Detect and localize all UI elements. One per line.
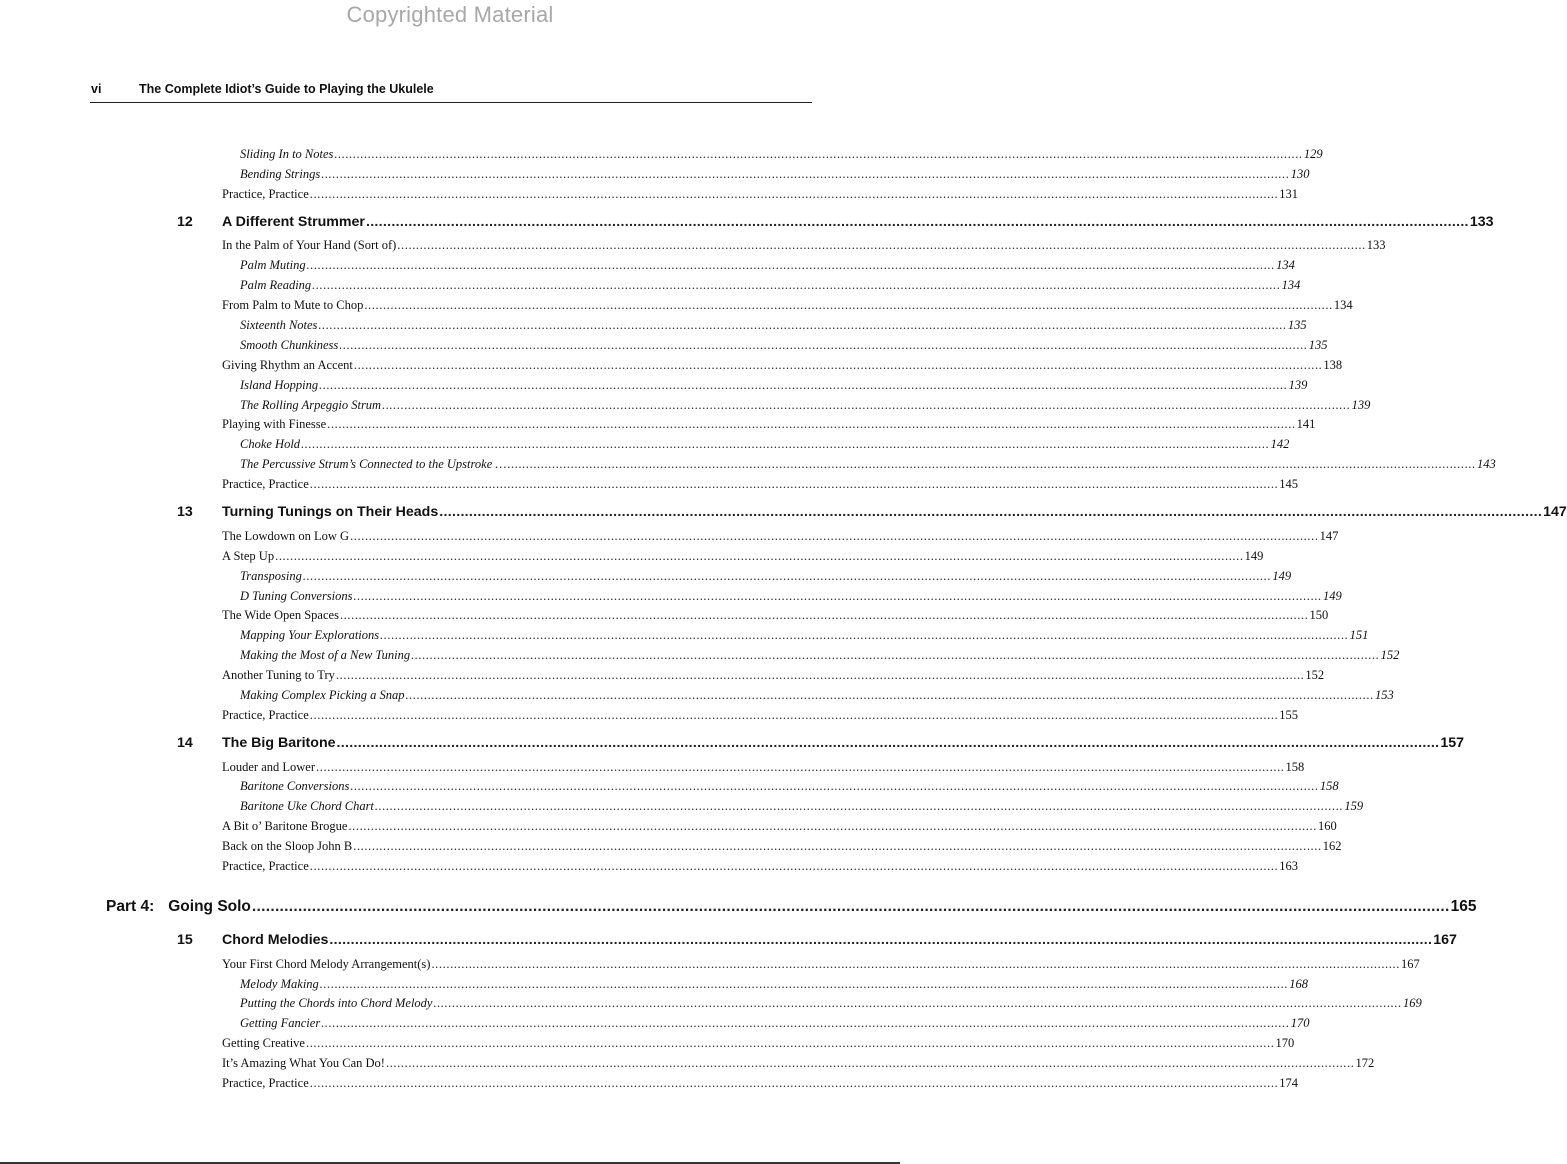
toc-entry-title: A Bit o’ Baritone Brogue bbox=[222, 819, 348, 834]
toc-page-number: 147 bbox=[1319, 528, 1339, 543]
dot-leader: .................................................................................................................................................................................................................................................................... bbox=[364, 298, 1333, 313]
dot-leader: .................................................................................................................................................................................................................................................................... bbox=[327, 417, 1296, 432]
toc-page-number: 134 bbox=[1281, 278, 1301, 293]
toc-page-number: 133 bbox=[1469, 213, 1494, 230]
toc-chapter-row[interactable] bbox=[177, 209, 1494, 237]
toc-page-number: 149 bbox=[1323, 588, 1342, 603]
toc-section-row[interactable] bbox=[222, 475, 1299, 495]
toc-entry-title: Palm Reading bbox=[240, 278, 312, 293]
running-header bbox=[90, 80, 812, 103]
toc-subsection-row[interactable] bbox=[240, 567, 1292, 587]
toc-page-number: 174 bbox=[1279, 1076, 1299, 1091]
toc-subsection-row[interactable] bbox=[240, 256, 1295, 276]
part-label: Part 4: bbox=[106, 897, 155, 915]
toc-entry-title: Sliding In to Notes bbox=[240, 147, 334, 161]
toc-entry-title: Louder and Lower bbox=[222, 759, 316, 774]
toc-section-row[interactable] bbox=[222, 236, 1386, 256]
dot-leader: .................................................................................................................................................................................................................................................................... bbox=[507, 457, 1477, 472]
toc-section-row[interactable] bbox=[222, 758, 1305, 778]
toc-entry-title: Choke Hold bbox=[240, 437, 301, 452]
toc-page-number: 145 bbox=[1279, 477, 1299, 492]
toc-page-number: 163 bbox=[1279, 859, 1299, 873]
toc-page-number: 133 bbox=[1366, 238, 1386, 253]
toc-entry-title: Baritone Conversions bbox=[240, 779, 350, 794]
toc-entry-title: The Rolling Arpeggio Strum bbox=[240, 397, 382, 412]
toc-section-row[interactable] bbox=[222, 527, 1339, 547]
toc-entry-title: Going Solo bbox=[168, 897, 251, 915]
toc-page-number: 134 bbox=[1276, 258, 1295, 273]
dot-leader: .................................................................................................................................................................................................................................................................... bbox=[309, 1076, 1279, 1091]
toc-section-row[interactable] bbox=[222, 185, 1299, 205]
toc-entry-title: Palm Muting bbox=[240, 258, 306, 273]
dot-leader: .................................................................................................................................................................................................................................................................... bbox=[302, 568, 1272, 583]
toc-entry-title: Practice, Practice bbox=[222, 707, 309, 722]
toc-page-number: 160 bbox=[1317, 819, 1337, 834]
toc-section-row[interactable] bbox=[222, 415, 1316, 435]
dot-leader: .................................................................................................................................................................................................................................................................... bbox=[318, 318, 1287, 333]
toc-section-row[interactable] bbox=[222, 547, 1264, 567]
toc-section-row[interactable] bbox=[222, 837, 1342, 857]
toc-section-row[interactable] bbox=[222, 666, 1325, 686]
toc-page-number: 147 bbox=[1543, 504, 1567, 521]
toc-entry-title: In the Palm of Your Hand (Sort of) bbox=[222, 238, 397, 253]
toc-section-row[interactable] bbox=[222, 296, 1353, 316]
toc-section-row[interactable] bbox=[222, 1054, 1375, 1074]
toc-page-number: 167 bbox=[1433, 931, 1457, 948]
dot-leader: .................................................................................................................................................................................................................................................................... bbox=[431, 956, 1400, 971]
toc-entry-title: Getting Creative bbox=[222, 1036, 305, 1051]
toc-entry-title: Practice, Practice bbox=[222, 186, 309, 201]
toc-entry-title: Chord Melodies bbox=[222, 931, 329, 948]
toc-section-row[interactable] bbox=[222, 706, 1299, 726]
toc-entry-title: Making Complex Picking a Snap bbox=[240, 687, 405, 702]
dot-leader: .................................................................................................................................................................................................................................................................... bbox=[301, 437, 1270, 452]
toc-page-number: 143 bbox=[1477, 457, 1496, 472]
dot-leader: .................................................................................................................................................................................................................................................................... bbox=[316, 759, 1285, 774]
toc-entry-title: Playing with Finesse bbox=[222, 417, 327, 432]
dot-leader: .................................................................................................................................................................................................................................................................... bbox=[309, 707, 1279, 722]
toc-subsection-row[interactable] bbox=[240, 396, 1371, 416]
toc-page-number: 134 bbox=[1333, 298, 1353, 313]
toc-subsection-row[interactable] bbox=[240, 797, 1364, 817]
dot-leader: .................................................................................................................................................................................................................................................................... bbox=[251, 897, 1450, 915]
toc-chapter-row[interactable] bbox=[177, 730, 1465, 758]
toc-page-number: 135 bbox=[1308, 337, 1328, 352]
toc-chapter-row[interactable] bbox=[177, 499, 1567, 527]
toc-page-number: 165 bbox=[1450, 897, 1477, 915]
toc-spacer bbox=[0, 877, 900, 881]
chapter-number: 12 bbox=[177, 213, 193, 230]
dot-leader: .................................................................................................................................................................................................................................................................... bbox=[309, 859, 1279, 873]
toc-page-number: 138 bbox=[1323, 357, 1343, 372]
toc-entry-title: Practice, Practice bbox=[222, 477, 309, 492]
toc-page-number: 149 bbox=[1244, 548, 1264, 563]
toc-page-number: 129 bbox=[1303, 147, 1323, 161]
dot-leader: .................................................................................................................................................................................................................................................................... bbox=[321, 166, 1290, 181]
dot-leader: .................................................................................................................................................................................................................................................................... bbox=[350, 528, 1319, 543]
toc-section-row[interactable] bbox=[222, 955, 1420, 975]
toc-page-number: 158 bbox=[1285, 759, 1305, 774]
dot-leader: .................................................................................................................................................................................................................................................................... bbox=[353, 357, 1323, 372]
toc-page-number: 153 bbox=[1375, 687, 1394, 702]
copyright-watermark: Copyrighted Material bbox=[346, 2, 554, 27]
dot-leader: .................................................................................................................................................................................................................................................................... bbox=[380, 628, 1349, 643]
toc-subsection-row[interactable] bbox=[240, 165, 1310, 185]
toc-subsection-row[interactable] bbox=[240, 975, 1309, 995]
toc-entry-title: From Palm to Mute to Chop bbox=[222, 298, 364, 313]
toc-page-number: 139 bbox=[1351, 397, 1371, 412]
toc-entry-title: It’s Amazing What You Can Do! bbox=[222, 1056, 385, 1071]
toc-entry-title: Making the Most of a New Tuning bbox=[240, 648, 411, 663]
chapter-number: 13 bbox=[177, 504, 193, 521]
dot-leader: .................................................................................................................................................................................................................................................................... bbox=[353, 839, 1322, 854]
toc-page-number: 152 bbox=[1380, 648, 1400, 663]
dot-leader: .................................................................................................................................................................................................................................................................... bbox=[365, 213, 1469, 230]
toc-subsection-row[interactable] bbox=[240, 646, 1400, 666]
toc-entry-title: Smooth Chunkiness bbox=[240, 337, 339, 352]
dot-leader: .................................................................................................................................................................................................................................................................... bbox=[319, 976, 1289, 991]
toc-entry-title: A Step Up bbox=[222, 548, 275, 563]
toc-entry-title: Sixteenth Notes bbox=[240, 318, 318, 333]
dot-leader: .................................................................................................................................................................................................................................................................... bbox=[348, 819, 1317, 834]
toc-subsection-row[interactable] bbox=[240, 686, 1394, 706]
toc-entry-title: Baritone Uke Chord Chart bbox=[240, 799, 374, 814]
dot-leader: .................................................................................................................................................................................................................................................................... bbox=[275, 548, 1244, 563]
dot-leader: .................................................................................................................................................................................................................................................................... bbox=[319, 377, 1288, 392]
toc-section-row[interactable] bbox=[222, 356, 1343, 376]
dot-leader: .................................................................................................................................................................................................................................................................... bbox=[385, 1056, 1355, 1071]
toc-subsection-row[interactable] bbox=[240, 276, 1301, 296]
dot-leader: .................................................................................................................................................................................................................................................................... bbox=[382, 397, 1351, 412]
toc-section-row[interactable] bbox=[222, 606, 1329, 626]
toc-page-number: 157 bbox=[1440, 734, 1465, 751]
toc-page-number: 159 bbox=[1344, 799, 1364, 814]
dot-leader: .................................................................................................................................................................................................................................................................... bbox=[305, 1036, 1275, 1051]
dot-leader: .................................................................................................................................................................................................................................................................... bbox=[433, 996, 1402, 1011]
dot-leader: .................................................................................................................................................................................................................................................................... bbox=[397, 238, 1366, 253]
header-page-number: vi bbox=[91, 82, 102, 96]
dot-leader: .................................................................................................................................................................................................................................................................... bbox=[334, 147, 1303, 161]
toc-entry-title: Island Hopping bbox=[240, 377, 319, 392]
toc-entry-title: Your First Chord Melody Arrangement(s) bbox=[222, 956, 431, 971]
toc-entry-title: Giving Rhythm an Accent bbox=[222, 357, 353, 372]
toc-page-number: 149 bbox=[1272, 568, 1292, 583]
toc-section-row[interactable] bbox=[222, 817, 1337, 837]
toc-subsection-row[interactable] bbox=[240, 1014, 1310, 1034]
toc-page-number: 170 bbox=[1275, 1036, 1295, 1051]
toc-page-number: 158 bbox=[1319, 779, 1339, 794]
toc-page-number: 168 bbox=[1289, 976, 1309, 991]
toc-entry-title: Back on the Sloop John B bbox=[222, 839, 353, 854]
toc-section-row[interactable] bbox=[222, 1034, 1295, 1054]
toc-entry-title: Transposing bbox=[240, 568, 302, 583]
toc-entry-title: Practice, Practice bbox=[222, 1076, 309, 1091]
dot-leader: .................................................................................................................................................................................................................................................................... bbox=[329, 931, 1433, 948]
toc-subsection-row[interactable] bbox=[240, 626, 1369, 646]
toc-page-number: 152 bbox=[1305, 668, 1325, 683]
toc-section-row[interactable] bbox=[222, 1074, 1299, 1094]
toc-entry-title: The Wide Open Spaces bbox=[222, 608, 339, 623]
toc-subsection-row[interactable] bbox=[240, 455, 1496, 475]
chapter-number: 14 bbox=[177, 734, 193, 751]
toc-entry-title: Bending Strings bbox=[240, 166, 321, 181]
toc-page-number: 170 bbox=[1290, 1016, 1310, 1031]
toc-section-row[interactable] bbox=[222, 857, 1299, 877]
toc-entry-title: Getting Fancier bbox=[240, 1016, 321, 1031]
toc-entry-title: Mapping Your Explorations bbox=[240, 628, 380, 643]
toc-entry-title: Another Tuning to Try bbox=[222, 668, 335, 683]
toc-entry-title: The Percussive Strum’s Connected to the Upstroke … bbox=[240, 457, 507, 472]
toc-entry-title: D Tuning Conversions bbox=[240, 588, 353, 603]
chapter-number: 15 bbox=[177, 931, 193, 948]
toc-page-number: 139 bbox=[1288, 377, 1308, 392]
dot-leader: .................................................................................................................................................................................................................................................................... bbox=[374, 799, 1344, 814]
toc-entry-title: A Different Strummer bbox=[222, 213, 365, 230]
toc-subsection-row[interactable] bbox=[240, 336, 1328, 356]
toc-page-number: 150 bbox=[1309, 608, 1329, 623]
toc-page-number: 151 bbox=[1349, 628, 1369, 643]
toc-subsection-row[interactable] bbox=[240, 777, 1339, 797]
toc-page-number: 169 bbox=[1402, 996, 1422, 1011]
dot-leader: .................................................................................................................................................................................................................................................................... bbox=[335, 668, 1305, 683]
toc-entry-title: Turning Tunings on Their Heads bbox=[222, 504, 439, 521]
toc-page-number: 141 bbox=[1296, 417, 1316, 432]
toc-entry-title: The Lowdown on Low G bbox=[222, 528, 350, 543]
toc-page-number: 130 bbox=[1290, 166, 1310, 181]
dot-leader: .................................................................................................................................................................................................................................................................... bbox=[353, 588, 1323, 603]
toc-subsection-row[interactable] bbox=[240, 376, 1308, 396]
toc-entry-title: Putting the Chords into Chord Melody bbox=[240, 996, 433, 1011]
dot-leader: .................................................................................................................................................................................................................................................................... bbox=[309, 477, 1279, 492]
dot-leader: .................................................................................................................................................................................................................................................................... bbox=[339, 608, 1309, 623]
dot-leader: .................................................................................................................................................................................................................................................................... bbox=[339, 337, 1308, 352]
dot-leader: .................................................................................................................................................................................................................................................................... bbox=[309, 186, 1279, 201]
dot-leader: .................................................................................................................................................................................................................................................................... bbox=[439, 504, 1543, 521]
dot-leader: .................................................................................................................................................................................................................................................................... bbox=[411, 648, 1380, 663]
dot-leader: .................................................................................................................................................................................................................................................................... bbox=[405, 687, 1375, 702]
table-of-contents bbox=[0, 145, 1567, 1094]
toc-part-row[interactable] bbox=[106, 891, 1477, 923]
toc-page-number: 131 bbox=[1279, 186, 1299, 201]
dot-leader: .................................................................................................................................................................................................................................................................... bbox=[306, 258, 1276, 273]
toc-subsection-row[interactable] bbox=[240, 145, 1323, 165]
toc-entry-title: Melody Making bbox=[240, 976, 319, 991]
toc-subsection-row[interactable] bbox=[240, 994, 1422, 1014]
dot-leader: .................................................................................................................................................................................................................................................................... bbox=[312, 278, 1281, 293]
toc-page-number: 167 bbox=[1400, 956, 1420, 971]
toc-entry-title: The Big Baritone bbox=[222, 734, 336, 751]
toc-page-number: 135 bbox=[1287, 318, 1307, 333]
toc-page-number: 162 bbox=[1322, 839, 1342, 854]
toc-page-number: 155 bbox=[1279, 707, 1299, 722]
toc-page-number: 142 bbox=[1270, 437, 1290, 452]
toc-subsection-row[interactable] bbox=[240, 587, 1342, 607]
toc-subsection-row[interactable] bbox=[240, 435, 1290, 455]
toc-entry-title: Practice, Practice bbox=[222, 859, 309, 873]
dot-leader: .................................................................................................................................................................................................................................................................... bbox=[350, 779, 1319, 794]
dot-leader: .................................................................................................................................................................................................................................................................... bbox=[321, 1016, 1290, 1031]
toc-page-number: 172 bbox=[1355, 1056, 1375, 1071]
header-book-title: The Complete Idiot’s Guide to Playing the Ukulele bbox=[139, 82, 434, 96]
dot-leader: .................................................................................................................................................................................................................................................................... bbox=[336, 734, 1440, 751]
toc-subsection-row[interactable] bbox=[240, 316, 1307, 336]
toc-chapter-row[interactable] bbox=[177, 927, 1457, 955]
